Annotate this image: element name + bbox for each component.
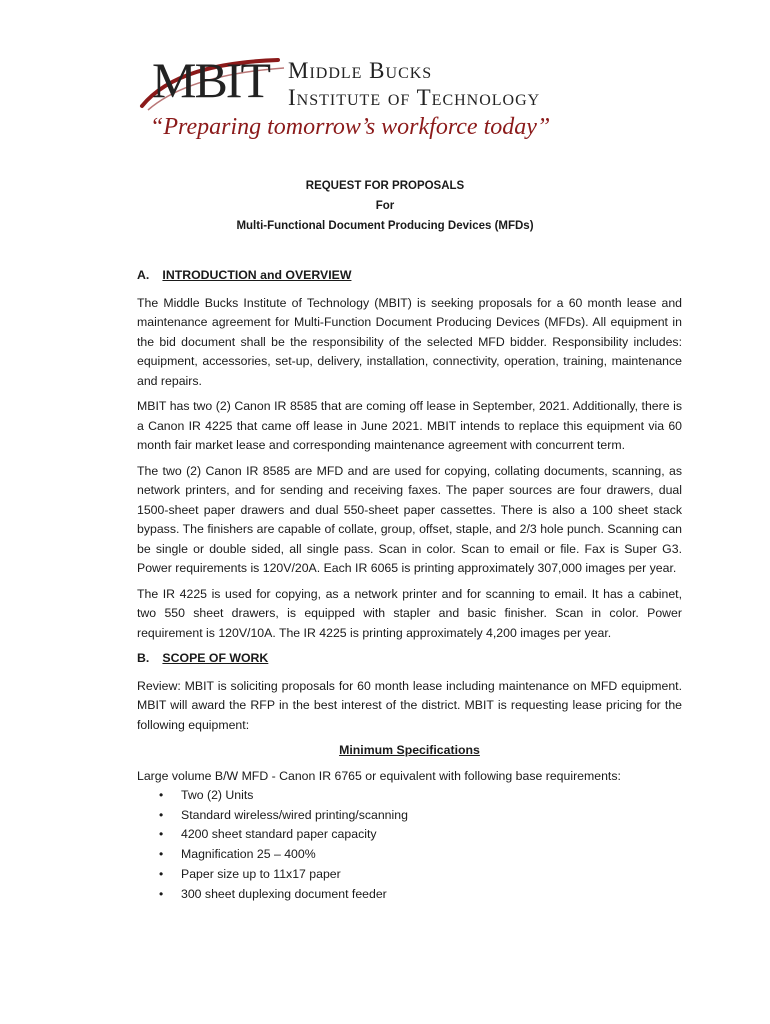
list-item: • Standard wireless/wired printing/scanning xyxy=(157,806,682,826)
org-name-line1: Middle Bucks xyxy=(288,58,433,83)
section-a-heading xyxy=(137,266,682,286)
bullet-icon: • xyxy=(159,788,164,802)
document-title xyxy=(0,176,770,236)
org-name-line2: Institute of Technology xyxy=(288,85,541,110)
title-line-2: For xyxy=(375,200,395,212)
tagline: “Preparing tomorrow’s workforce today” xyxy=(150,114,551,140)
section-a-title: INTRODUCTION and OVERVIEW xyxy=(162,268,352,282)
list-item: • Two (2) Units xyxy=(157,786,682,806)
section-a-letter: A. xyxy=(137,268,150,282)
section-b-heading xyxy=(137,649,682,669)
list-item: • 4200 sheet standard paper capacity xyxy=(157,825,682,845)
title-line-3: Multi-Functional Document Producing Devices (MFDs) xyxy=(236,220,534,232)
bullet-icon: • xyxy=(159,866,164,881)
section-b-letter: B. xyxy=(137,651,150,665)
logo-letters: MBIT xyxy=(152,52,269,108)
list-item: • Paper size up to 11x17 paper xyxy=(157,865,682,885)
document-body xyxy=(137,266,682,904)
bullet-icon: • xyxy=(159,847,164,862)
section-a-paragraph-3: The two (2) Canon IR 8585 are MFD and are used for copying, collating documents, scanning, as network printers, and for sending and receiving faxes. The paper sources are four drawers, dual 1500-sheet paper drawers and dual 550-sheet paper cassettes. There is also a 100 sheet stack bypass. The finishers are capable of collate, group, offset, staple, and 2/3 hole punch. Scanning can be single or double sided, all single pass. Scan in color. Scan to email or file. Fax is Super G3. Power requirements is 120V/20A. Each IR 6065 is printing approximately 307,000 images per year. xyxy=(137,463,682,575)
section-a-paragraph-1: The Middle Bucks Institute of Technology (MBIT) is seeking proposals for a 60 month lease and maintenance agreement for Multi-Function Document Producing Devices (MFDs). All equipment in the bid document shall be the responsibility of the selected MFD bidder. Responsibility includes: equipment, accessories, set-up, delivery, installation, connectivity, operation, training, maintenance and repairs. xyxy=(137,295,682,388)
section-a-paragraph-4: The IR 4225 is used for copying, as a network printer and for scanning to email. It has a cabinet, two 550 sheet drawers, is equipped with stapler and basic finisher. Scan in color. Power requirement is 120V/10A. The IR 4225 is printing approximately 4,200 images per year. xyxy=(137,586,682,640)
title-line-1: REQUEST FOR PROPOSALS xyxy=(305,180,465,192)
list-item: • Magnification 25 – 400% xyxy=(157,845,682,865)
spec-list xyxy=(137,786,682,904)
list-item: • 300 sheet duplexing document feeder xyxy=(157,885,682,905)
mbit-logo xyxy=(138,54,638,144)
spec-heading: Minimum Specifications xyxy=(339,743,480,757)
section-a-paragraph-2: MBIT has two (2) Canon IR 8585 that are coming off lease in September, 2021. Additionally, there is a Canon IR 4225 that came off lease in June 2021. MBIT intends to replace this equipment via 60 month fair market lease and corresponding maintenance agreement with concurrent term. xyxy=(137,399,682,452)
section-b-title: SCOPE OF WORK xyxy=(162,651,269,665)
spec-intro: Large volume B/W MFD - Canon IR 6765 or equivalent with following base requirements: xyxy=(137,768,621,783)
bullet-icon: • xyxy=(159,886,164,901)
bullet-icon: • xyxy=(159,827,164,842)
bullet-icon: • xyxy=(159,807,164,822)
section-b-paragraph-1: Review: MBIT is soliciting proposals for 60 month lease including maintenance on MFD equipment. MBIT will award the RFP in the best interest of the district. MBIT is requesting lease pricing for the following equipment: xyxy=(137,678,682,732)
